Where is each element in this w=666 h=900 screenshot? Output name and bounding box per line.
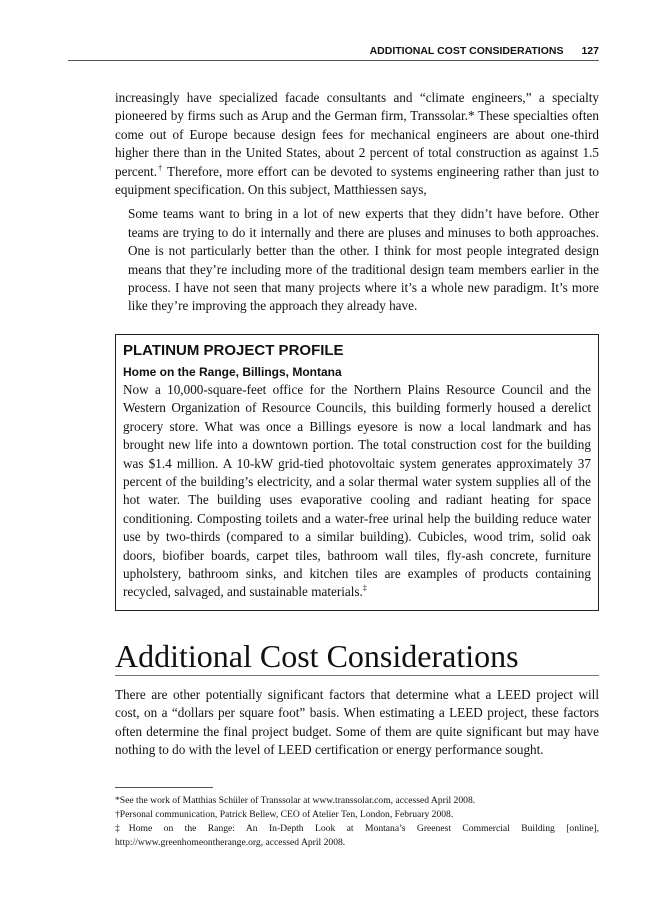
profile-body <box>123 381 591 602</box>
running-title: ADDITIONAL COST CONSIDERATIONS <box>369 45 564 57</box>
intro-paragraph <box>115 89 599 199</box>
footnote: †Personal communication, Patrick Bellew, CEO of Atelier Ten, London, February 2008. <box>115 809 454 821</box>
footnote-divider <box>115 787 213 788</box>
footnote: ‡Home on the Range: An In-Depth Look at Montana’s Greenest Commercial Building [online], http://www.greenhomeontherange.org, accessed April 2008. <box>115 823 599 849</box>
text: Now a 10,000-square-feet office for the Northern Plains Resource Council and the Western Organization of Resource Councils, this building formerly housed a derelict grocery store. What was once a Billings eyesore is now a local landmark and has brought new life into a downtown portion. The total construction cost for the building was $1.4 million. A 10-kW grid-tied photovoltaic system generates approximately 37 percent of the building’s electricity, and a solar thermal water system supplies all of the hot water. The building uses evaporative cooling and radiant heating for space conditioning. Composting toilets and a water-free urinal help the building reduce water use by two-thirds (compared to a similar building). Cubicles, wood trim, solid oak doors, biofiber boards, carpet tiles, bathroom wall tiles, fly-ash concrete, furniture upholstery, bathroom sinks, and kitchen tiles are examples of products containing recycled, salvaged, and sustainable materials. <box>123 381 591 600</box>
footnote: *See the work of Matthias Schüler of Transsolar at www.transsolar.com, accessed April 2008. <box>115 795 476 807</box>
profile-title: PLATINUM PROJECT PROFILE <box>123 341 344 359</box>
footnote-ref[interactable]: ‡ <box>362 583 367 593</box>
text: increasingly have specialized facade consultants and “climate engineers,” a specialty pioneered by firms such as Arup and the German firm, Transsolar. <box>115 90 599 124</box>
block-quote: Some teams want to bring in a lot of new experts that they didn’t have before. Other teams are trying to do it internally and there are pluses and minuses to both approaches. One is not particularly better than the other. I think for most people integrated design means that they’re including more of the traditional design team members earlier in the process. I have not seen that many projects where it’s a whole new paradigm. It’s more like they’re improving the approach they already have. <box>128 206 599 314</box>
project-profile-box <box>115 334 599 611</box>
text: Therefore, more effort can be devoted to systems engineering rather than just to equipment specification. On this subject, Matthiessen says, <box>115 163 599 198</box>
footnote-ref[interactable]: * <box>467 108 475 124</box>
section-paragraph: There are other potentially significant factors that determine what a LEED project will cost, on a “dollars per square foot” basis. When estimating a LEED project, these factors often determine the final project budget. Some of them are quite significant but may have nothing to do with the level of LEED certification or energy performance sought. <box>115 686 599 757</box>
profile-subtitle: Home on the Range, Billings, Montana <box>123 364 342 379</box>
text: These specialties often come out of Europe because design fees for mechanical engineers are about one-third higher there than in the United States, about 2 percent of total construction as against 1.5 percent. <box>115 108 599 179</box>
footnote-ref[interactable]: † <box>157 163 164 173</box>
page-number: 127 <box>581 45 599 57</box>
page-body <box>115 89 599 850</box>
section-heading: Additional Cost Considerations <box>115 637 599 676</box>
running-header <box>68 44 599 61</box>
footnotes <box>115 794 599 850</box>
